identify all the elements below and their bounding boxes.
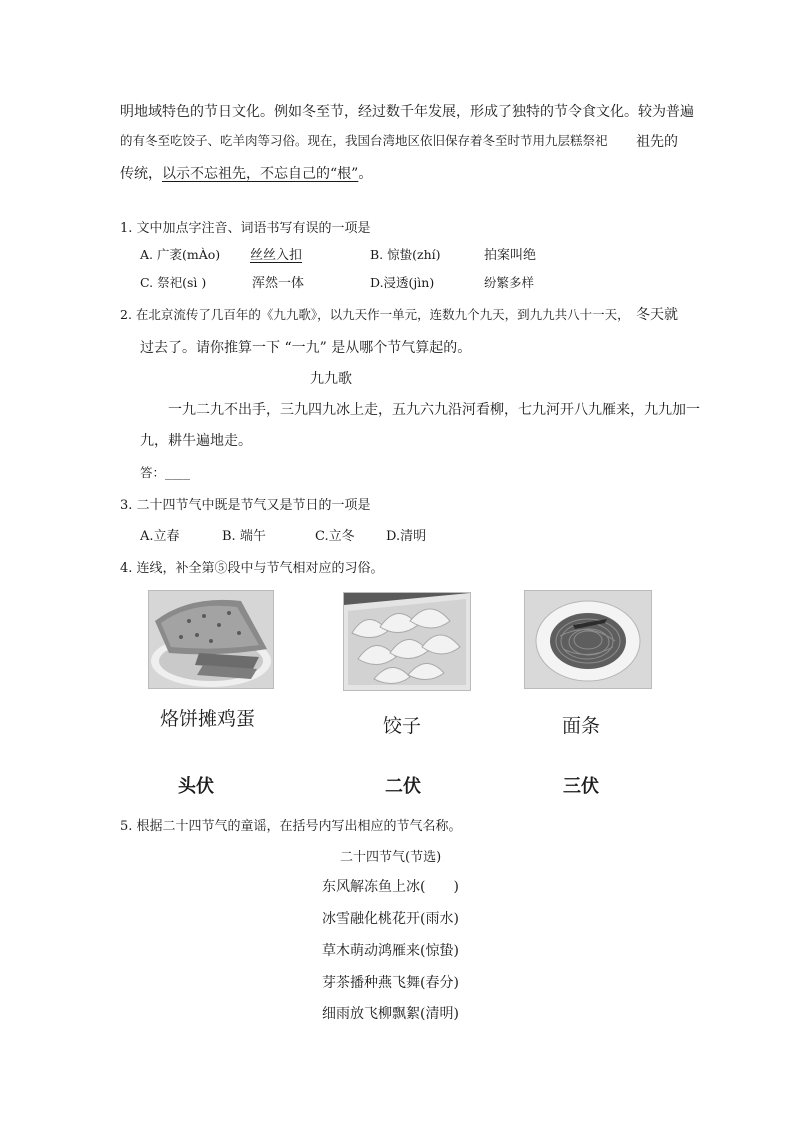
q1-option-d-word: 纷繁多样 xyxy=(484,275,535,290)
passage-line-3 xyxy=(120,163,372,183)
q2-line-2: 过去了。请你推算一下 “一九” 是从哪个节气算起的。 xyxy=(140,340,472,356)
poem-line-4: 芽茶播种燕飞舞(春分) xyxy=(322,975,459,991)
passage-line-1: 明地域特色的节日文化。例如冬至节，经过数千年发展，形成了独特的节令食文化。较为普遍 xyxy=(120,104,694,120)
q1-option-c-word: 浑然一体 xyxy=(252,276,305,291)
dumplings-photo xyxy=(343,592,471,691)
q3-option-b: B. 端午 xyxy=(222,529,266,544)
q1-option-d-label: D.浸透(jìn) xyxy=(370,275,435,290)
q1-option-a-word: 丝丝入扣 xyxy=(250,248,303,263)
noodles-photo xyxy=(524,590,652,689)
q1-option-b-label: B. 惊蛰(zhí) xyxy=(370,247,441,262)
food-label-pancake: 烙饼摊鸡蛋 xyxy=(160,708,256,730)
q2-line-1: 2. 在北京流传了几百年的《九九歌》，以九天作一单元，连数九个九天，到九九共八十一天， xyxy=(120,307,630,322)
q1-option-c-label: C. 祭祀(sì ) xyxy=(140,275,207,290)
q3-option-a: A.立春 xyxy=(140,529,180,544)
season-first-fu: 头伏 xyxy=(178,776,214,797)
q2-answer: 答：____ xyxy=(140,465,191,480)
q1-option-a-label: A. 广袤(mÀo) xyxy=(140,247,221,262)
poem-line-2: 冰雪融化桃花开(雨水) xyxy=(322,911,459,927)
song-line-1: 一九二九不出手，三九四九冰上走，五九六九沿河看柳，七九河开八九雁来，九九加一 xyxy=(168,402,700,418)
season-second-fu: 二伏 xyxy=(385,776,421,797)
song-title: 九九歌 xyxy=(310,371,352,387)
poem-line-1: 东风解冻鱼上冰( ) xyxy=(322,879,459,895)
food-label-noodles: 面条 xyxy=(562,715,601,737)
passage-line-3-suffix: 。 xyxy=(358,166,373,182)
poem-title: 二十四节气(节选) xyxy=(340,850,442,865)
q1-stem: 1. 文中加点字注音、词语书写有误的一项是 xyxy=(120,221,371,236)
q4-stem: 4. 连线，补全第⑤段中与节气相对应的习俗。 xyxy=(120,561,384,576)
q3-option-c: C.立冬 xyxy=(315,529,355,544)
poem-line-5: 细雨放飞柳飘絮(清明) xyxy=(322,1006,459,1022)
song-line-2: 九，耕牛遍地走。 xyxy=(140,433,252,449)
passage-line-2: 的有冬至吃饺子、吃羊肉等习俗。现在，我国台湾地区依旧保存着冬至时节用九层糕祭祀 xyxy=(120,133,608,148)
poem-line-3: 草木萌动鸿雁来(惊蛰) xyxy=(322,943,459,959)
q3-option-d: D.清明 xyxy=(386,529,427,544)
q2-line-1-end: 冬天就 xyxy=(636,307,678,323)
q3-stem: 3. 二十四节气中既是节气又是节日的一项是 xyxy=(120,498,371,513)
pancake-photo xyxy=(148,590,274,689)
passage-line-2-end: 祖先的 xyxy=(636,134,678,150)
food-label-dumplings: 饺子 xyxy=(383,715,422,737)
season-third-fu: 三伏 xyxy=(563,776,599,797)
q1-option-b-word: 拍案叫绝 xyxy=(484,248,537,263)
underlined-phrase: 以示不忘祖先，不忘自己的“根” xyxy=(162,166,359,182)
passage-line-3-prefix: 传统， xyxy=(120,166,162,182)
q5-stem: 5. 根据二十四节气的童谣，在括号内写出相应的节气名称。 xyxy=(120,819,462,834)
